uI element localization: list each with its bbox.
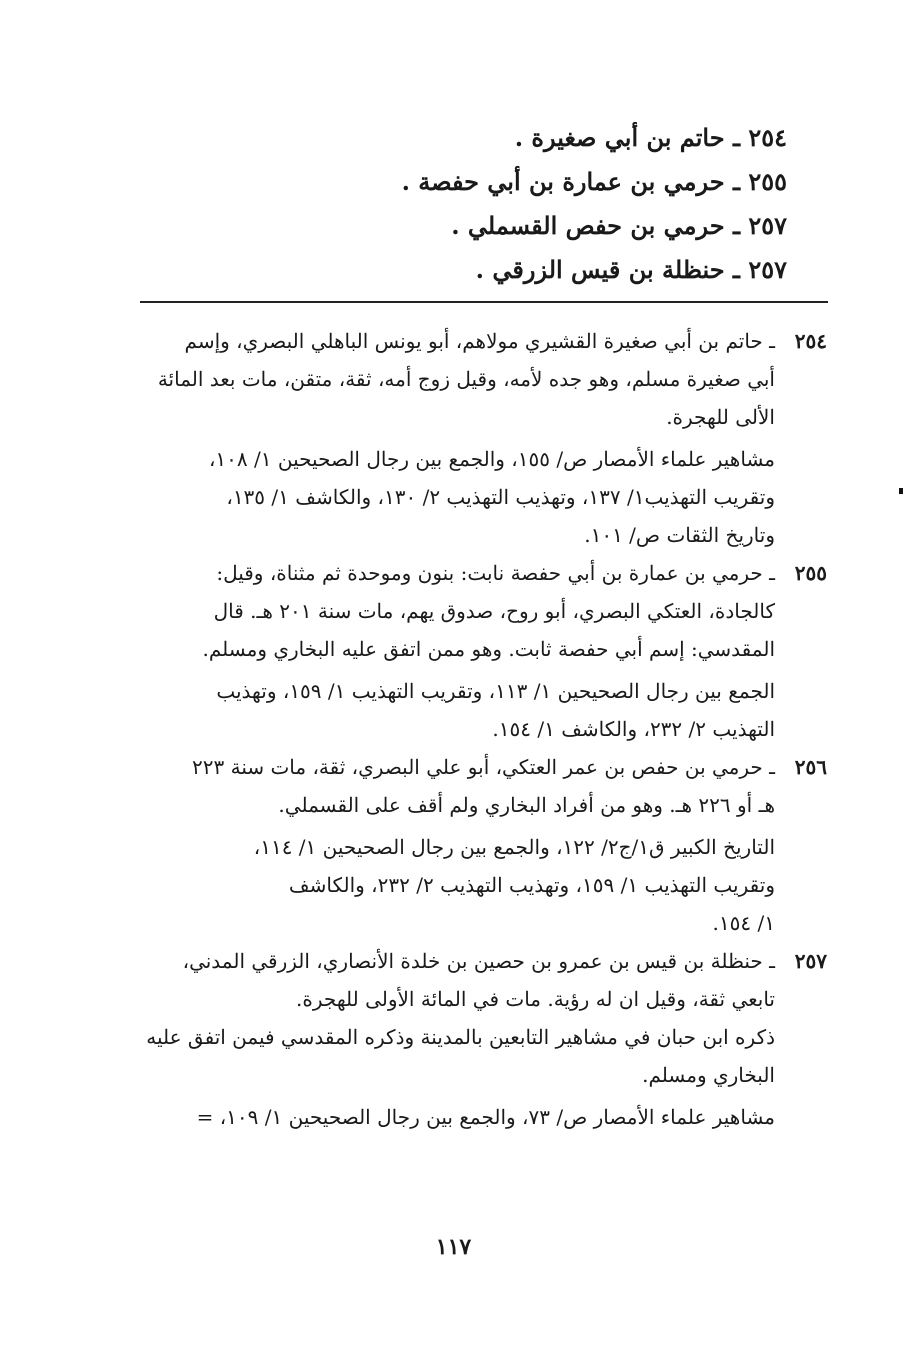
footnotes [137, 322, 827, 1136]
entry-title-list [107, 116, 787, 292]
entry-line: تابعي ثقة، وقيل ان له رؤية. مات في المائة الأولى للهجرة. [296, 987, 775, 1011]
reference-line: ١/ ١٥٤. [712, 911, 775, 935]
list-item: ٢٥٧ ـ حرمي بن حفص القسملي . [451, 211, 787, 240]
entry-line: ذكره ابن حبان في مشاهير التابعين بالمدينة وذكره المقدسي فيمن اتفق عليه [146, 1025, 775, 1049]
scan-speck [899, 488, 903, 494]
entry-first-line [137, 942, 827, 980]
entry-first-line [137, 322, 827, 360]
page-number: ١١٧ [435, 1234, 472, 1260]
footnote-entry [137, 748, 827, 942]
entry-line: هـ أو ٢٢٦ هـ. وهو من أفراد البخاري ولم أقف على القسملي. [278, 793, 775, 817]
footnote-divider [140, 301, 828, 303]
footnote-entry [137, 554, 827, 748]
reference-line: وتقريب التهذيب ١/ ١٥٩، وتهذيب التهذيب ٢/ ٢٣٢، والكاشف [288, 873, 775, 897]
reference-line: التاريخ الكبير ق١/ج٢/ ١٢٢، والجمع بين رجال الصحيحين ١/ ١١٤، [253, 835, 775, 859]
entry-text: ـ حنظلة بن قيس بن عمرو بن حصين بن خلدة الأنصاري، الزرقي المدني، [182, 949, 775, 973]
entry-number: ٢٥٤ [794, 329, 827, 353]
list-item: ٢٥٤ ـ حاتم بن أبي صغيرة . [514, 123, 787, 152]
entry-text: ـ حاتم بن أبي صغيرة القشيري مولاهم، أبو يونس الباهلي البصري، وإسم [184, 329, 775, 353]
entry-line: المقدسي: إسم أبي حفصة ثابت. وهو ممن اتفق عليه البخاري ومسلم. [202, 637, 775, 661]
reference-line: التهذيب ٢/ ٢٣٢، والكاشف ١/ ١٥٤. [492, 717, 775, 741]
entry-text: ـ حرمي بن حفص بن عمر العتكي، أبو علي البصري، ثقة، مات سنة ٢٢٣ [192, 755, 775, 779]
list-item: ٢٥٧ ـ حنظلة بن قيس الزرقي . [475, 255, 787, 284]
reference-line: مشاهير علماء الأمصار ص/ ١٥٥، والجمع بين رجال الصحيحين ١/ ١٠٨، [208, 447, 775, 471]
entry-first-line [137, 748, 827, 786]
reference-line: وتقريب التهذيب١/ ١٣٧، وتهذيب التهذيب ٢/ ١٣٠، والكاشف ١/ ١٣٥، [226, 485, 775, 509]
entry-number: ٢٥٧ [794, 949, 827, 973]
entry-text: ـ حرمي بن عمارة بن أبي حفصة نابت: بنون وموحدة ثم مثناة، وقيل: [216, 561, 775, 585]
entry-number: ٢٥٥ [794, 561, 827, 585]
entry-line: كالجادة، العتكي البصري، أبو روح، صدوق يهم، مات سنة ٢٠١ هـ. قال [213, 599, 775, 623]
entry-line: الألى للهجرة. [666, 405, 775, 429]
list-item: ٢٥٥ ـ حرمي بن عمارة بن أبي حفصة . [401, 167, 787, 196]
reference-line: وتاريخ الثقات ص/ ١٠١. [584, 523, 775, 547]
footnote-entry [137, 322, 827, 554]
reference-line: الجمع بين رجال الصحيحين ١/ ١١٣، وتقريب التهذيب ١/ ١٥٩، وتهذيب [216, 679, 775, 703]
reference-line: مشاهير علماء الأمصار ص/ ٧٣، والجمع بين رجال الصحيحين ١/ ١٠٩، = [196, 1105, 775, 1129]
entry-line: أبي صغيرة مسلم، وهو جده لأمه، وقيل زوج أمه، ثقة، متقن، مات بعد المائة [157, 367, 775, 391]
entry-number: ٢٥٦ [794, 755, 827, 779]
entry-line: البخاري ومسلم. [642, 1063, 775, 1087]
footnote-entry [137, 942, 827, 1136]
entry-first-line [137, 554, 827, 592]
